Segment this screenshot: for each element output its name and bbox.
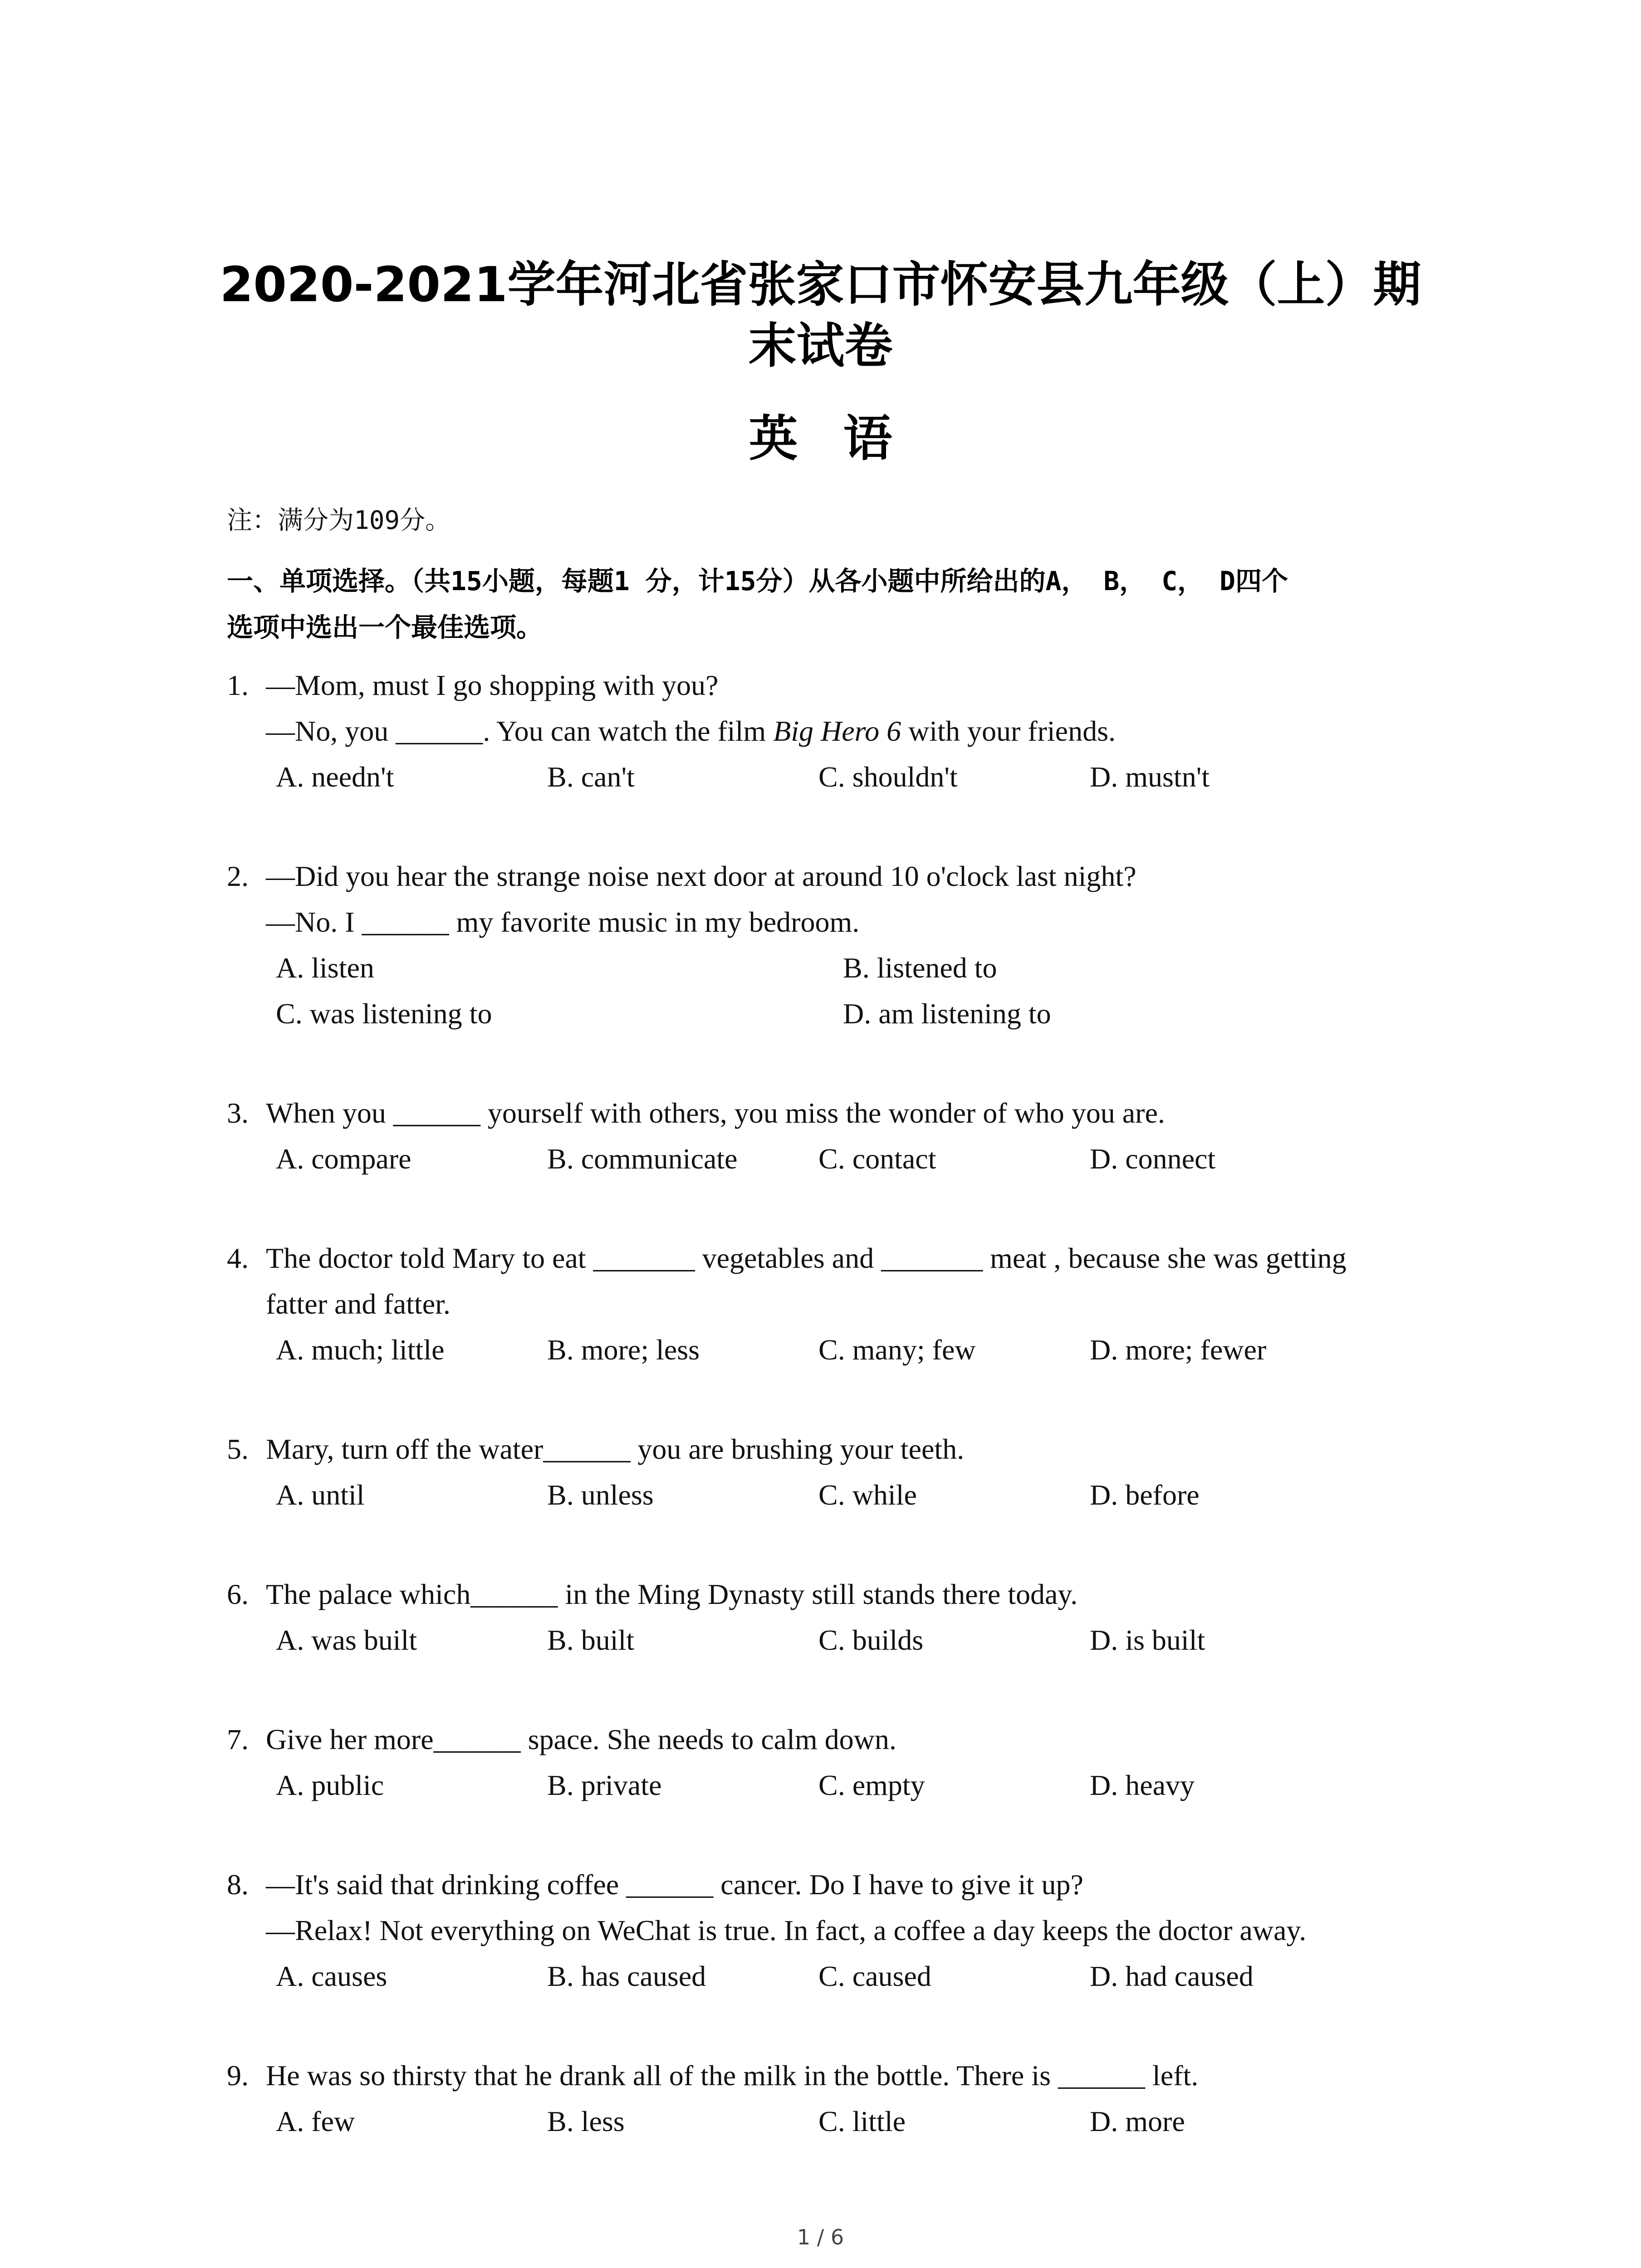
question-2 bbox=[227, 853, 1474, 1036]
section-1-line-2: 选项中选出一个最佳选项。 bbox=[227, 612, 543, 643]
option-b: B. more; less bbox=[547, 1334, 700, 1366]
option-c: C. empty bbox=[818, 1769, 925, 1801]
option-a: A. much; little bbox=[276, 1334, 445, 1366]
option-c: C. little bbox=[818, 2105, 906, 2137]
section-1-instructions bbox=[227, 558, 1452, 650]
option-d: D. more bbox=[1090, 2105, 1185, 2137]
question-7 bbox=[227, 1716, 1474, 1808]
option-c: C. builds bbox=[818, 1624, 924, 1656]
question-4 bbox=[227, 1235, 1474, 1373]
title-line-2: 末试卷 bbox=[748, 318, 893, 374]
option-a: A. listen bbox=[276, 952, 374, 984]
answer-options bbox=[227, 1136, 1474, 1182]
question-number: 8. bbox=[227, 1868, 249, 1901]
question-3 bbox=[227, 1090, 1474, 1182]
question-stem: He was so thirsty that he drank all of the milk in the bottle. There is ______ left. bbox=[266, 2059, 1199, 2092]
option-a: A. needn't bbox=[276, 761, 394, 793]
option-d: D. am listening to bbox=[843, 997, 1051, 1030]
question-number: 5. bbox=[227, 1433, 249, 1465]
option-a: A. few bbox=[276, 2105, 355, 2137]
option-b: B. has caused bbox=[547, 1960, 706, 1992]
option-d: D. is built bbox=[1090, 1624, 1205, 1656]
option-b: B. less bbox=[547, 2105, 625, 2137]
question-8 bbox=[227, 1862, 1474, 1999]
question-stem: The doctor told Mary to eat _______ vegetables and _______ meat , because she was getting bbox=[266, 1242, 1347, 1274]
option-c: C. shouldn't bbox=[818, 761, 958, 793]
answer-options bbox=[227, 1953, 1474, 1999]
option-d: D. before bbox=[1090, 1479, 1200, 1511]
option-a: A. causes bbox=[276, 1960, 387, 1992]
page-number: 1 / 6 bbox=[797, 2225, 844, 2249]
question-stem-line-2: —No. I ______ my favorite music in my bedroom. bbox=[266, 906, 860, 938]
question-stem: The palace which______ in the Ming Dynasty still stands there today. bbox=[266, 1578, 1078, 1610]
question-6 bbox=[227, 1571, 1474, 1663]
option-c: C. contact bbox=[818, 1143, 936, 1175]
option-c: C. while bbox=[818, 1479, 917, 1511]
option-d: D. connect bbox=[1090, 1143, 1216, 1175]
section-1-line-1: 一、单项选择。（共15小题，每题1 分，计15分）从各小题中所给出的A， B， C， D四个 bbox=[227, 566, 1288, 596]
option-b: B. can't bbox=[547, 761, 635, 793]
answer-options bbox=[227, 754, 1474, 800]
question-number: 2. bbox=[227, 860, 249, 892]
question-stem: —It's said that drinking coffee ______ cancer. Do I have to give it up? bbox=[266, 1868, 1083, 1901]
option-a: A. public bbox=[276, 1769, 384, 1801]
option-d: D. more; fewer bbox=[1090, 1334, 1267, 1366]
option-a: A. compare bbox=[276, 1143, 411, 1175]
question-stem-line-2 bbox=[227, 708, 1474, 754]
title-line-1: 2020-2021学年河北省张家口市怀安县九年级（上）期 bbox=[220, 257, 1421, 313]
document-title bbox=[0, 254, 1641, 376]
question-number: 6. bbox=[227, 1578, 249, 1610]
subject-heading: 英语 bbox=[749, 411, 938, 467]
question-stem: Give her more______ space. She needs to calm down. bbox=[266, 1723, 896, 1755]
option-b: B. private bbox=[547, 1769, 662, 1801]
question-9 bbox=[227, 2053, 1474, 2144]
option-c: C. caused bbox=[818, 1960, 931, 1992]
option-c: C. many; few bbox=[818, 1334, 976, 1366]
stem-text: with your friends. bbox=[901, 715, 1116, 747]
score-note: 注：满分为109分。 bbox=[227, 506, 451, 535]
answer-options bbox=[227, 1327, 1474, 1373]
question-number: 9. bbox=[227, 2059, 249, 2092]
option-c: C. was listening to bbox=[276, 997, 492, 1030]
answer-options bbox=[227, 1617, 1474, 1663]
question-number: 4. bbox=[227, 1242, 249, 1274]
option-d: D. had caused bbox=[1090, 1960, 1254, 1992]
question-stem: —Did you hear the strange noise next door at around 10 o'clock last night? bbox=[266, 860, 1136, 892]
answer-options bbox=[227, 1472, 1474, 1518]
question-stem: —Mom, must I go shopping with you? bbox=[266, 669, 719, 701]
question-stem-line-2: —Relax! Not everything on WeChat is true. In fact, a coffee a day keeps the doctor away. bbox=[266, 1914, 1307, 1946]
option-b: B. built bbox=[547, 1624, 635, 1656]
film-title: Big Hero 6 bbox=[773, 715, 901, 747]
question-5 bbox=[227, 1426, 1474, 1518]
answer-options bbox=[227, 1762, 1474, 1808]
option-a: A. until bbox=[276, 1479, 365, 1511]
option-b: B. unless bbox=[547, 1479, 654, 1511]
question-1 bbox=[227, 662, 1474, 800]
question-number: 7. bbox=[227, 1723, 249, 1755]
question-stem-line-2: fatter and fatter. bbox=[266, 1288, 451, 1320]
question-list bbox=[227, 662, 1474, 2198]
option-d: D. mustn't bbox=[1090, 761, 1210, 793]
answer-options bbox=[227, 2098, 1474, 2144]
option-b: B. communicate bbox=[547, 1143, 738, 1175]
option-a: A. was built bbox=[276, 1624, 417, 1656]
question-stem: Mary, turn off the water______ you are brushing your teeth. bbox=[266, 1433, 965, 1465]
stem-text: —No, you ______. You can watch the film bbox=[266, 715, 774, 747]
question-number: 3. bbox=[227, 1097, 249, 1129]
option-d: D. heavy bbox=[1090, 1769, 1195, 1801]
question-number: 1. bbox=[227, 669, 249, 701]
option-b: B. listened to bbox=[843, 952, 997, 984]
answer-options bbox=[227, 945, 1474, 1036]
question-stem: When you ______ yourself with others, you miss the wonder of who you are. bbox=[266, 1097, 1165, 1129]
